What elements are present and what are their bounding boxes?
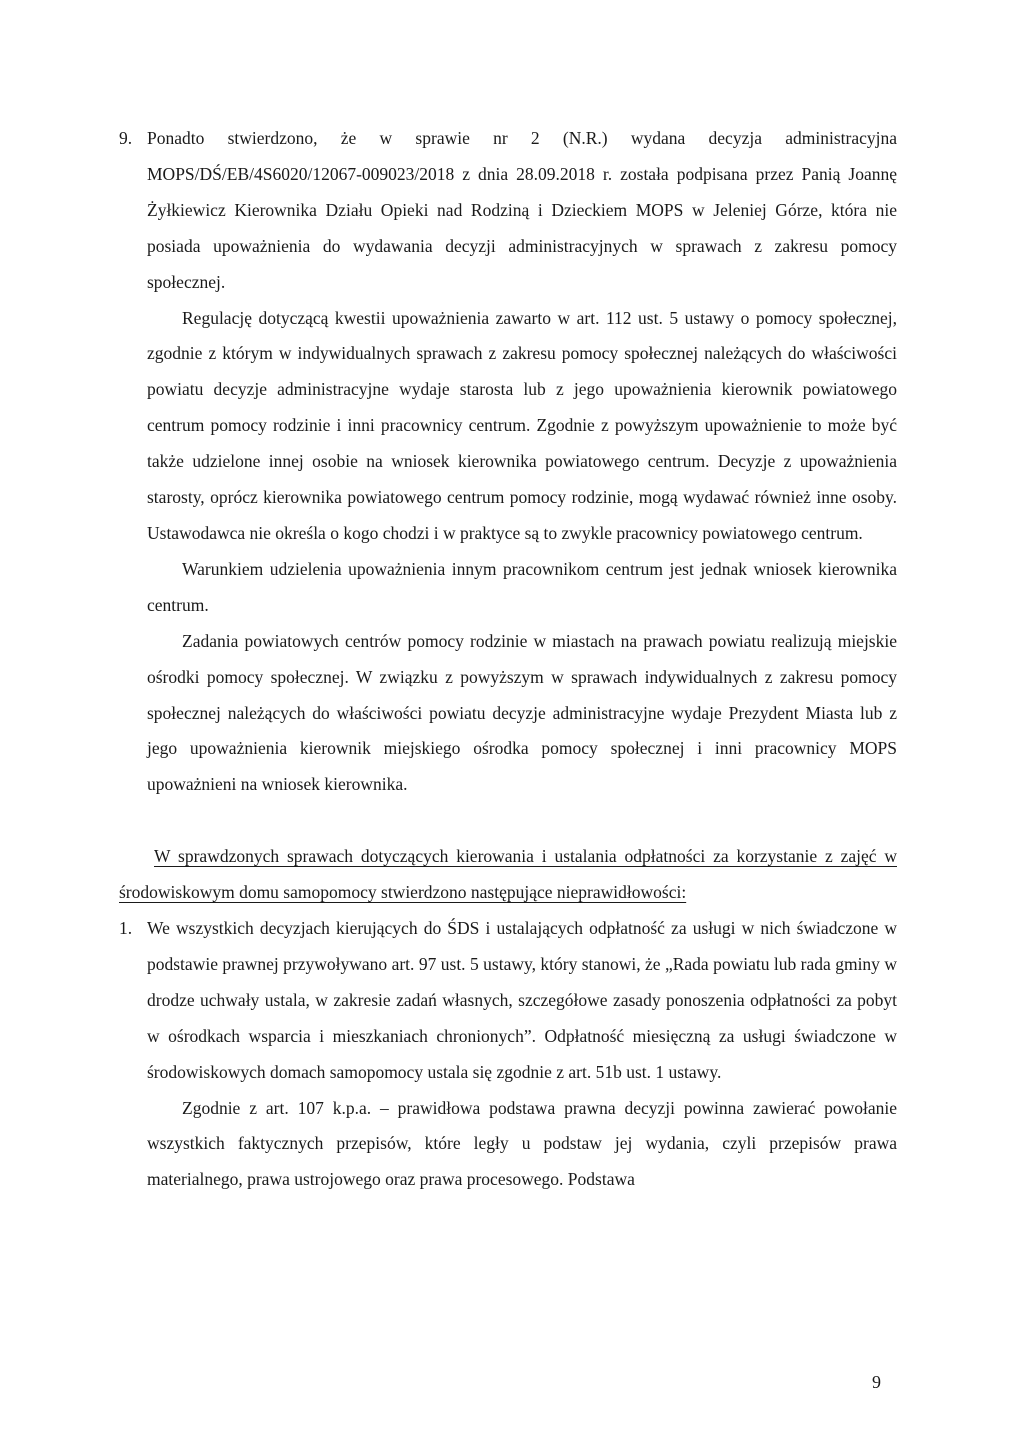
item-9-text: Ponadto stwierdzono, że w sprawie nr 2 (N.R.) wydana decyzja administracyjna MOPS/DŚ/EB/4S6020/12067-009023/2018 z dnia 28.09.2018 r. została podpisana przez Panią Joannę Żyłkiewicz Kierownika Działu Opieki nad Rodziną i Dzieckiem MOPS w Jeleniej Górze, która nie posiada upoważnienia do wydawania decyzji administracyjnych w sprawach z zakresu pomocy społecznej.	[147, 128, 897, 292]
paragraph-kpa: Zgodnie z art. 107 k.p.a. – prawidłowa podstawa prawna decyzji powinna zawierać powołanie wszystkich faktycznych przepisów, które legły u podstaw jej wydania, czyli przepisów prawa materialnego, prawa ustrojowego oraz prawa procesowego. Podstawa	[147, 1097, 897, 1190]
paragraph-tasks: Zadania powiatowych centrów pomocy rodzinie w miastach na prawach powiatu realizują miejskie ośrodki pomocy społecznej. W związku z powyższym w sprawach indywidualnych z zakresu pomocy społecznej należących do właściwości powiatu decyzje administracyjne wydaje Prezydent Miasta lub z jego upoważnienia kierownik miejskiego ośrodka pomocy społecznej i inni pracownicy MOPS upoważnieni na wniosek kierownika.	[147, 630, 897, 795]
paragraph-regulation: Regulację dotyczącą kwestii upoważnienia zawarto w art. 112 ust. 5 ustawy o pomocy społecznej, zgodnie z którym w indywidualnych sprawach z zakresu pomocy społecznej należących do właściwości powiatu decyzje administracyjne wydaje starosta lub z jego upoważnienia kierownik powiatowego centrum pomocy rodzinie i inni pracownicy centrum. Zgodnie z powyższym upoważnienie to może być także udzielone innej osobie na wniosek kierownika powiatowego centrum. Decyzje z upoważnienia starosty, oprócz kierownika powiatowego centrum pomocy rodzinie, mogą wydawać również inne osoby. Ustawodawca nie określa o kogo chodzi i w praktyce są to zwykle pracownicy powiatowego centrum.	[147, 307, 897, 543]
item-9	[119, 121, 897, 301]
item-1	[119, 911, 897, 1091]
page-number: 9	[872, 1372, 881, 1392]
section-heading: W sprawdzonych sprawach dotyczących kierowania i ustalania odpłatności za korzystanie z zajęć w środowiskowym domu samopomocy stwierdzono następujące nieprawidłowości:	[119, 846, 897, 903]
page-body	[119, 121, 897, 1198]
item-9-number: 9.	[119, 128, 133, 148]
item-1-text: We wszystkich decyzjach kierujących do ŚDS i ustalających odpłatność za usługi w nich świadczone w podstawie prawnej przywoływano art. 97 ust. 5 ustawy, który stanowi, że „Rada powiatu lub rada gminy w drodze uchwały ustala, w zakresie zadań własnych, szczegółowe zasady ponoszenia odpłatności za pobyt w ośrodkach wsparcia i mieszkaniach chronionych”. Odpłatność miesięczną za usługi świadczone w środowiskowych domach samopomocy ustala się zgodnie z art. 51b ust. 1 ustawy.	[147, 918, 897, 1082]
item-1-number: 1.	[119, 918, 133, 939]
paragraph-condition: Warunkiem udzielenia upoważnienia innym pracownikom centrum jest jednak wniosek kierownika centrum.	[147, 558, 897, 615]
